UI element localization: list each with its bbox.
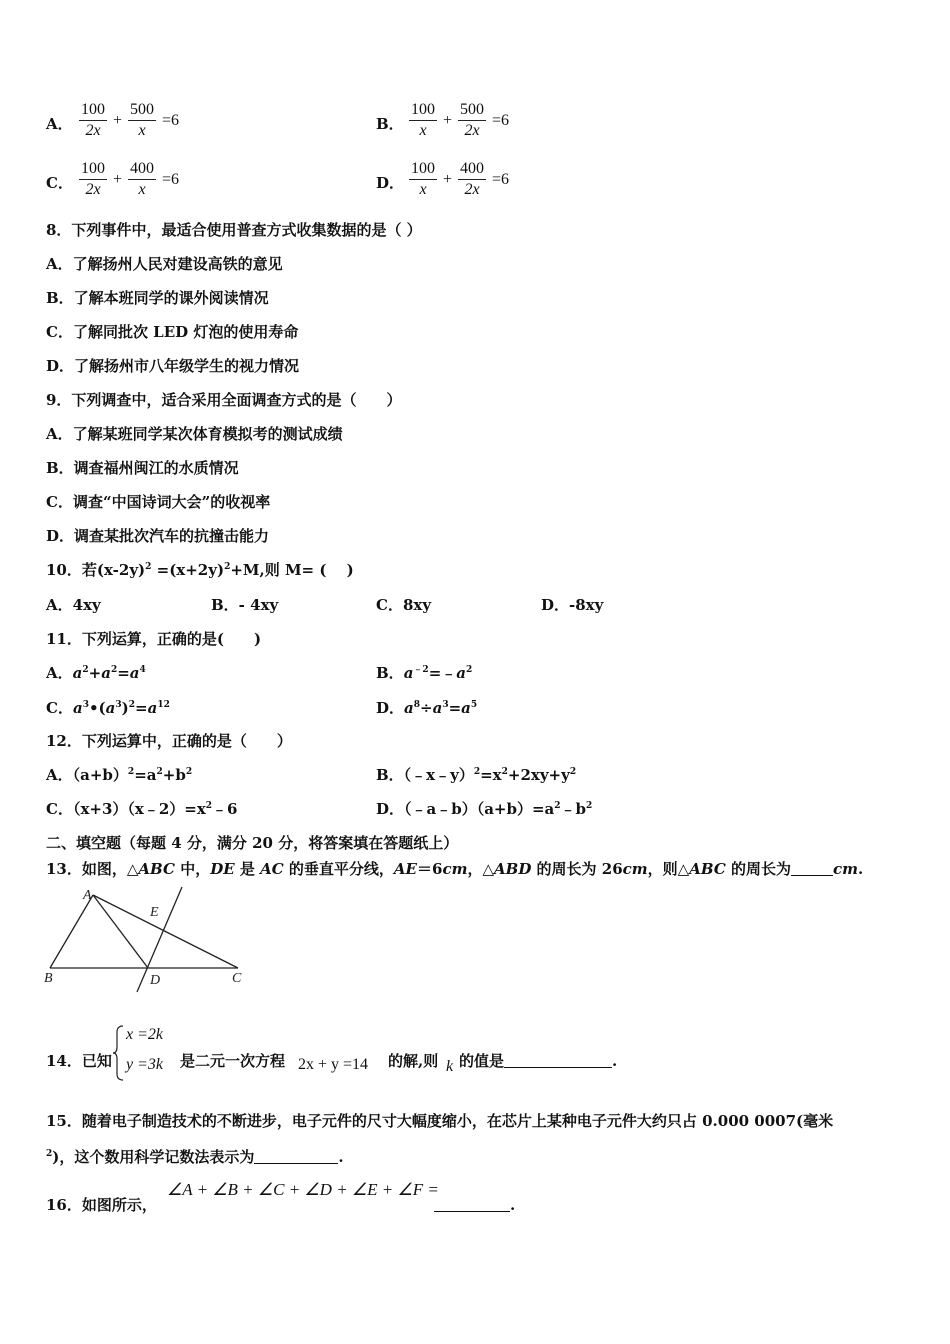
- q7-option-a: A．: [46, 115, 73, 133]
- q11-option-c: C．$a^3•(a^3)^2=a^{12}$: [46, 699, 170, 717]
- q12-option-c: C．$(x+3)(x﹣2)=x^2﹣6$: [46, 800, 238, 818]
- q9-option-c: C．调查“中国诗词大会”的收视率: [46, 493, 271, 511]
- q13-triangle-figure: [40, 885, 250, 1000]
- q7-option-c-equation: $\frac{100}{2x}$ + $\frac{400}{x}$ =6: [81, 160, 180, 198]
- q8-option-b: B．了解本班同学的课外阅读情况: [46, 289, 269, 307]
- q11-stem: 11．下列运算，正确的是( ): [46, 630, 262, 648]
- system-eq-1: x =2k: [126, 1026, 163, 1043]
- q12-option-a: A．$(a+b)^2=a^2+b^2$: [46, 766, 193, 784]
- segment-ad: [93, 895, 148, 968]
- q10-option-d: D．-8xy: [541, 596, 604, 614]
- fraction: $\frac{100}{x}$: [411, 101, 435, 139]
- answer-blank[interactable]: [434, 1197, 510, 1212]
- q14-equation: 2x + y =14: [298, 1056, 369, 1073]
- q8-option-a: A．了解扬州人民对建设高铁的意见: [46, 255, 283, 273]
- q16-expression: ∠A + ∠B + ∠C + ∠D + ∠E + ∠F =: [167, 1180, 439, 1199]
- section-2-heading: 二、填空题（每题 4 分，满分 20 分，将答案填在答题纸上）: [46, 834, 459, 852]
- fraction: $\frac{500}{2x}$: [460, 101, 485, 139]
- q7-option-a-equation: $\frac{100}{2x}$ + $\frac{500}{x}$ =6: [81, 101, 180, 139]
- q15-line-2: $^2$)，这个数用科学记数法表示为 .: [46, 1148, 344, 1166]
- q9-option-d: D．调查某批次汽车的抗撞击能力: [46, 527, 270, 545]
- q11-option-a: A．$a^2+a^2=a^4$: [46, 664, 146, 682]
- segment-ab: [50, 895, 93, 968]
- q12-stem: 12．下列运算中，正确的是（ ）: [46, 732, 292, 750]
- system-brace-icon: [112, 1024, 126, 1082]
- q16-answer: .: [434, 1195, 515, 1215]
- q10-option-c: C．8xy: [376, 596, 432, 614]
- segment-ac: [93, 895, 238, 968]
- q7-option-c: C．: [46, 174, 73, 192]
- q7-option-b-equation: $\frac{100}{x}$ + $\frac{500}{2x}$ =6: [411, 101, 510, 139]
- q15-line-1: 15．随着电子制造技术的不断进步，电子元件的尺寸大幅度缩小，在芯片上某种电子元件大约只占 0.000 0007(毫米: [46, 1112, 834, 1130]
- q7-option-d: D．: [376, 174, 405, 192]
- answer-blank[interactable]: [254, 1149, 338, 1164]
- q14-text: 的解,则: [388, 1052, 439, 1070]
- q8-stem: 8．下列事件中，最适合使用普查方式收集数据的是（ ）: [46, 221, 422, 239]
- q7-option-b: B．: [376, 115, 404, 133]
- fraction: $\frac{500}{x}$: [130, 101, 155, 139]
- q9-option-b: B．调查福州闽江的水质情况: [46, 459, 239, 477]
- q13-stem: 13．如图，△ABC 中，DE 是 AC 的垂直平分线，AE＝6cm，△ABD 的周长为 26cm，则△ABC 的周长为 cm.: [46, 860, 864, 878]
- q12-option-d: D．$(﹣a﹣b)(a+b)=a^2﹣b^2$: [376, 800, 593, 818]
- q11-option-d: D．$a^8\div a^3=a^5$: [376, 699, 478, 717]
- system-eq-2: y =3k: [126, 1056, 163, 1073]
- q10-option-b: B．- 4xy: [211, 596, 279, 614]
- label-a: A: [83, 888, 92, 903]
- fraction: $\frac{100}{2x}$: [81, 160, 105, 198]
- q14-suffix: 的值是 .: [459, 1052, 618, 1070]
- q8-option-c: C．了解同批次 LED 灯泡的使用寿命: [46, 323, 299, 341]
- q12-option-b: B．$(﹣x﹣y)^2=x^2+2xy+y^2$: [376, 766, 577, 784]
- label-e: E: [150, 905, 159, 920]
- q9-option-a: A．了解某班同学某次体育模拟考的测试成绩: [46, 425, 343, 443]
- fraction: $\frac{100}{x}$: [411, 160, 435, 198]
- label-b: B: [44, 971, 53, 986]
- fraction: $\frac{400}{x}$: [130, 160, 155, 198]
- q11-option-b: B．$a^{﹣2}=﹣a^2$: [376, 664, 473, 682]
- fraction: $\frac{100}{2x}$: [81, 101, 105, 139]
- q14-prefix: 14．已知: [46, 1052, 112, 1070]
- q14-middle: 是二元一次方程: [180, 1052, 286, 1070]
- q10-stem: 10．若$(x-2y)^2 =(x+2y)^2+M$,则 M= ( ): [46, 561, 354, 579]
- q14-k: k: [446, 1058, 454, 1075]
- fraction: $\frac{400}{2x}$: [460, 160, 485, 198]
- q10-option-a: A．4xy: [46, 596, 101, 614]
- q16-prefix: 16．如图所示，: [46, 1196, 157, 1214]
- q8-option-d: D．了解扬州市八年级学生的视力情况: [46, 357, 300, 375]
- label-d: D: [150, 973, 161, 988]
- label-c: C: [232, 971, 242, 986]
- q9-stem: 9．下列调查中，适合采用全面调查方式的是（ ）: [46, 391, 402, 409]
- q7-option-d-equation: $\frac{100}{x}$ + $\frac{400}{2x}$ =6: [411, 160, 510, 198]
- answer-blank[interactable]: [504, 1053, 612, 1068]
- answer-blank[interactable]: [791, 861, 833, 876]
